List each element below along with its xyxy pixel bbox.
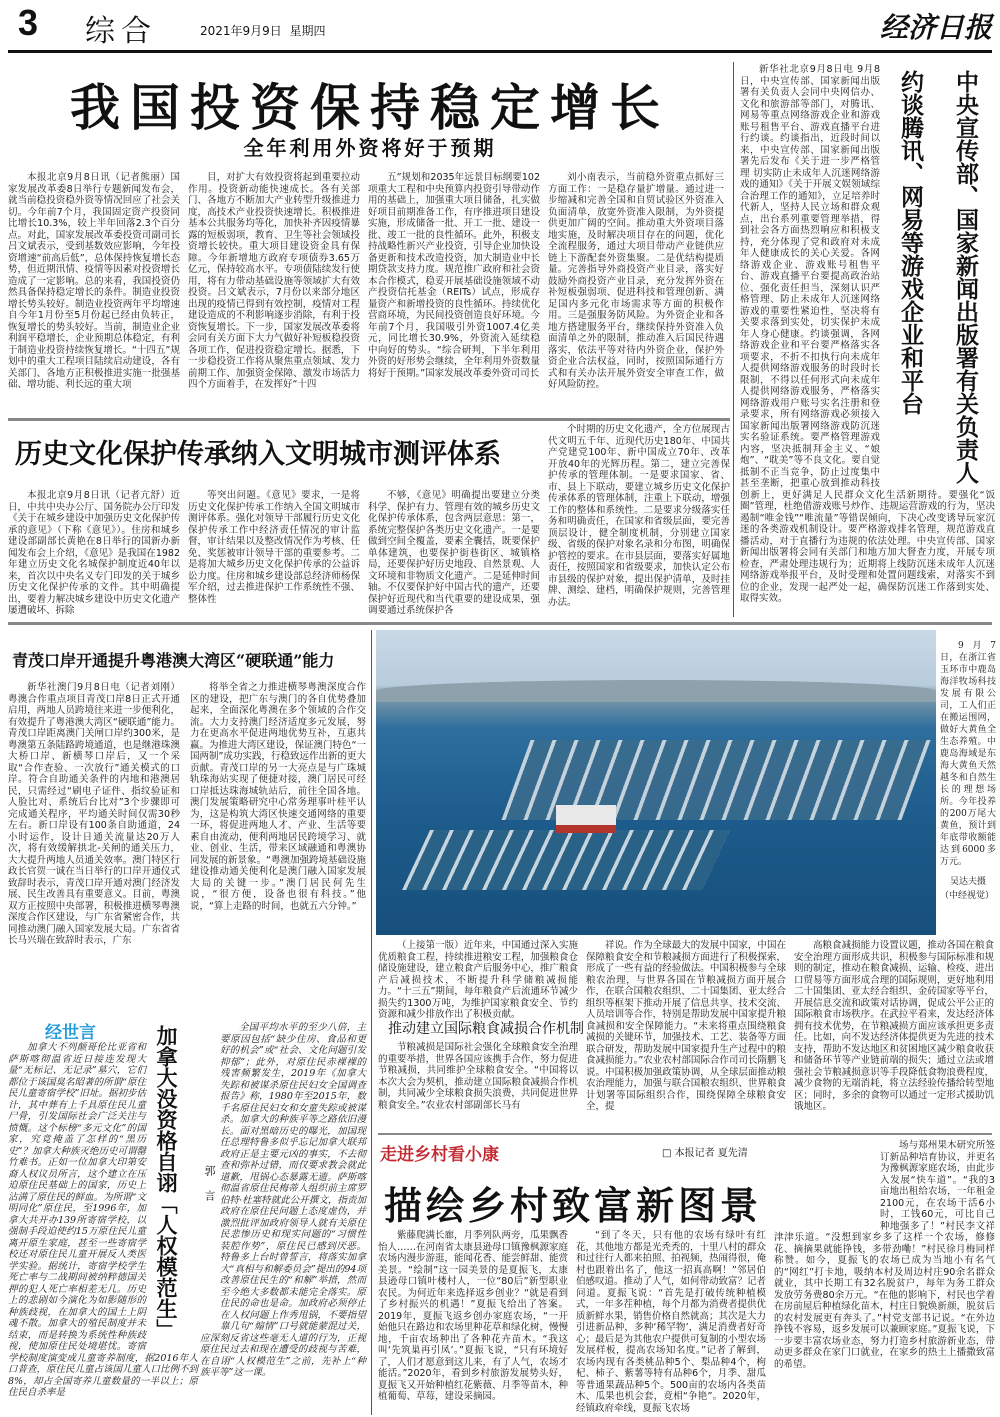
masthead-rule — [8, 50, 992, 53]
censorship-body: 新华社北京9月8日电 9月8日，中央宣传部、国家新闻出版署有关负责人会同中央网信办、文化和旅游部等部门，对腾讯、网易等重点网络游戏企业和游戏账号租售平台、游戏直播平台进行约谈。约谈指出，近段时间以来，中央宣传部、国家新闻出版署先后发布《关于进一步严格管理 切实防止未成年人沉迷网络游戏的通知》《关于开展文娱领域综合治理工作的通知》，立足培养时代新人，坚持人民立场和群众观点，出台系列重要管理举措，得到社会各方面热烈响应和积极支持，充分体现了党和政府对未成年人健康成长的关心关爱。各网络游戏企业、游戏账号租售平台、游戏直播平台要提高政治站位、强化责任担当，深刻认识严格管理、防止未成年人沉迷网络游戏的重要性紧迫性，坚决将有关要求落到实处，切实保护未成年人身心健康。约谈强调，各网络游戏企业和平台要严格落实各项要求，不折不扣执行向未成年人提供网络游戏服务的时段时长限制，不得以任何形式向未成年人提供网络游戏服务，严格落实网络游戏用户账号实名注册和登录要求，所有网络游戏必须接入国家新闻出版署网络游戏防沉迷实名验证系统。要严格管理游戏内容，坚决抵制拜金主义、“娘炮”、“耽美”等不良文化。要自觉抵制不正当竞争，防止过度集中甚至垄断，把重心放到推动科技创新上，更好满足人民群众文化生活新期待。要强化“饭圈”管理，杜绝借游戏账号炒作、违规运营游戏的行为，坚决遏制“唯金钱”“唯流量”等错误倾向，下决心改变诱导玩家沉迷的各类游戏机制设计。要严格游戏排名管理，规范游戏直播活动，对于直播行为违规的依法处理。中央宣传部、国家新闻出版署将会同有关部门和地方加大督查力度，开展专项检查，严肃处理违规行为；近期将上线防沉迷未成年人沉迷网络游戏举报平台，及时受理和处置问题线索，对落实不到位的企业，发现一起严处一起，确保防沉迷工作落到实处、取得实效。 — [740, 64, 995, 604]
photo-caption: 9月7日，在浙江省玉环市中鹿岛海洋牧场科技发展有限公司，工人们正在搬运围网，做好大黄鱼全生态养殖。中鹿岛海域是东海大黄鱼天然越冬和自然生长的理想场所。今年投养的200万尾大黄鱼，预计到年底带收额能达到6000多万元。 — [940, 641, 996, 867]
rural-headline: 描绘乡村致富新图景 — [383, 1183, 762, 1228]
commentary-headline: 加拿大没资格自诩「人权模范生」 — [154, 1025, 178, 1340]
food-col-2: 节粮减损是国际社会强化全球粮食安全治理的重要举措，世界各国应该携手合作，努力促进节粮减损，共同维护全球粮食安全。“中国将以本次大会为契机，推动建立国际粮食减损合作机制，共同减少全球粮食损失浪费，共同促进世界粮食安全。”农业农村部副部长马有 — [378, 1042, 578, 1111]
censorship-headline-line-1: 中央宣传部、国家新闻出版署有关负责人 — [952, 70, 979, 484]
investment-col-2: 目，对扩大有效投资将起到重要拉动作用。投资新动能快速成长。各有关部门、各地方不断加大产业转型升级推进力度，高技术产业投资快速增长。积极推进基本公共服务均等化，加快补齐因疫情暴露的短板弱项，教育、卫生等社会领域投资增长较快。重大项目建设资金具有保障。今年新增地方政府专项债券3.65万亿元，保持较高水平。专项债陆续发行使用，将有力带动基础设施等领域扩大有效投资。吕文斌表示，7月份以来部分地区出现的疫情已得到有效控制，疫情对工程建设造成的不利影响逐步消除，有利于投资恢复增长。下一步，国家发展改革委将会同有关方面下大力气做好补短板稳投资各项工作，促进投资稳定增长。据悉，下一步稳投资工作将从聚焦重点领域、发力前期工作、加强资金保障、激发市场活力四个方面着手，在发挥好“十四 — [188, 172, 360, 390]
section-divider — [8, 418, 730, 421]
heritage-col-1: 本报北京9月8日讯（记者亢舒）近日，中共中央办公厅、国务院办公厅印发《关于在城乡建设中加强历史文化保护传承的意见》（下称《意见》）。住房和城乡建设部副部长黄艳在8日举行的国新办新闻发布会上介绍，《意见》是我国在1982年建立历史文化名城保护制度近40年以来，首次以中央名义专门印发的关于城乡历史文化保护传承的文件。其中明确提出，要着力解决城乡建设中历史文化遗产屡遭破坏、拆除 — [8, 490, 180, 616]
heritage-headline: 历史文化保护传承纳入文明城市测评体系 — [15, 439, 501, 470]
food-col-3: 祥说。作为全球最大的发展中国家，中国在保障粮食安全和节粮减损方面进行了积极探索，形成了一些有益的经验做法。中国积极参与全球粮农治理，与世界各国在节粮减损方面开展合作，在联合国粮农组织、二十国集团、亚太经合组织等框架下推动开展了信息共享、技术交流、人员培训等合作，特别是帮助发展中国家提升粮食减损和安全保障能力。“未来将重点围绕粮食减损的关键环节，加强技术、工艺、装备等方面联合研发，帮助发展中国家提升生产过程中的粮食减损能力。”农业农村部国际合作司司长隋鹏飞说。中国积极加强政策协调，从全球层面推动粮农治理能力，加强与联合国粮农组织、世界粮食计划署等国际组织合作，围绕保障全球粮食安全，提 — [586, 940, 786, 1112]
heritage-col-3: 不够，《意见》明确提出要建立分类科学、保护有力、管理有效的城乡历史文化保护传承体系，包含两层意思：第一，系统完整保护各类历史文化遗产。一是要做到空间全覆盖，要素全囊括，既要保护单体建筑，也要保护街巷街区、城镇格局，还要保护好历史地段、自然景观、人文环境和非物质文化遗产。二是延伸时间轴。不仅要保护好中国古代的遗产，还要保护好近现代和当代重要的建设成果，强调要通过系统保护各 — [368, 490, 540, 616]
rural-column-label: 走进乡村看小康 — [380, 1145, 499, 1165]
section-divider — [378, 1133, 992, 1135]
rural-byline: □ 本报记者 夏先清 — [662, 1148, 748, 1159]
port-col-1: 新华社澳门9月8日电（记者刘刚）粤澳合作重点项目青茂口岸8日正式开通启用，两地人员跨境往来进一步便利化，有效提升了粤港澳大湾区“硬联通”能力。青茂口岸距离澳门关闸口岸约300米，是粤澳第五条陆路跨境通道，也是继港珠澳大桥口岸、新横琴口岸后，又一个采取“合作查验、一次放行”通关模式的口岸。符合自助通关条件的内地和港澳居民，只需经过“刷电子证件、指纹验证和人脸比对、系统后台比对”3个步骤即可完成通关程序，平均通关时间仅需30秒左右。新口岸设有100条自助通道，24小时运作，设计日通关流量达20万人次，将有效缓解拱北-关闸的通关压力，大大提升两地人员通关效率。澳门特区行政长官贺一诚在当日举行的口岸开通仪式致辞时表示，青茂口岸开通对澳门经济发展、民生改善具有重要意义。目前，粤澳双方正按照中央部署，积极推进横琴粤澳深度合作区建设，与广东省紧密合作，共同推动澳门融入国家发展大局。广东省省长马兴瑞在致辞时表示，广东 — [8, 682, 180, 946]
investment-col-1: 本报北京9月8日讯（记者熊丽）国家发展改革委8日举行专题新闻发布会，就当前稳投资稳外资等情况回应了社会关切。今年前7个月，我国固定资产投资同比增长10.3%，较上半年回落2.3个百分点。对此，国家发展改革委投资司副司长吕文斌表示，受到基数效应影响，今年投资增速“前高后低”，总体保持恢复增长态势，但近期汛情、疫情等因素对投资增长造成了一定影响。总的来看，我国投资仍然具备保持稳定增长的条件。制造业投资增长势头较好。制造业投资两年平均增速自今年1月份至5月份起已经由负转正，恢复增长的势头较好。当前，制造业企业利润平稳增长，企业预期总体稳定，有利于制造业投资持续恢复增长。“十四五”规划中的重大工程项目陆续启动建设，各有关部门、各地方正积极推进实施一批强基础、增功能、利长远的重大项 — [8, 172, 180, 390]
commentary-col-1: 加拿大不列颠哥伦比亚省和萨斯喀彻温省近日接连发现大量“无标记、无记录”墓穴，它们都位于该国臭名昭著的所谓“原住民儿童寄宿学校”旧址。据初步估计，其中葬有上千具原住民儿童尸骨，引发国际社会广泛关注与愤慨。这个标榜“多元文化”的国家，究竟掩盖了怎样的“黑历史”？加拿大种族灭绝历史可谓罄竹难书。正如一位加拿大印第安裔人权议员所言，这个建立在压迫原住民基础上的国家，历史上沾满了原住民的鲜血。为所谓“文明同化”原住民，至1996年，加拿大共开办139所寄宿学校，以强制手段迫使约15万原住民儿童离开原生家庭，甚至一些寄宿学校还对原住民儿童开展反人类医学实验。据统计，寄宿学校学生死亡率与二战期间被纳粹德国关押的犯人死亡率相差无几。历史上的悲剧如今演化为如影随形的种族歧视，在加拿大的国土上阴魂不散。加拿大的殖民制度并未结束，而是转换为系统性种族歧视，使加原住民处境堪忧。寄宿学校制度演变成儿童寄养制度，据2016年人口普查，原住民儿童占该国儿童人口比例不到8%，却占全国寄养儿童数量的一半以上；原住民自杀率是 — [8, 1042, 199, 1398]
investment-subhead: 全年利用外资将好于预期 — [243, 136, 497, 160]
issue-date: 2021年9月9日 星期四 — [200, 24, 326, 38]
headline-space — [774, 1140, 880, 1228]
column-divider — [371, 630, 372, 1415]
newspaper-logo: 经济日报 — [879, 11, 992, 44]
heritage-col-2: 等突出问题。《意见》要求，一是将历史文化保护传承工作纳入全国文明城市测评体系。强化对领导干部履行历史文化保护传承工作中经济责任情况的审计监督，审计结果以及整改情况作为考核、任免、奖惩被审计领导干部的重要参考。二是将加大城乡历史文化保护传承的公益诉讼力度。住房和城乡建设部总经济师杨保军介绍，过去推进保护工作系统性不强、整体性 — [188, 490, 360, 605]
commentary-column-label: 经世言 — [45, 1023, 96, 1043]
port-headline: 青茂口岸开通提升粤港澳大湾区“硬联通”能力 — [12, 651, 335, 670]
boat — [556, 805, 616, 833]
heritage-col-4: 个时期的历史文化遗产，全方位展现古代文明五千年、近现代历史180年、中国共产党建党100年、新中国成立70年、改革开放40年的光辉历程。第二，建立完善保护传承的管理体制。一是要求国家、省、市、县上下联动，要建立城乡历史文化保护传承体系的管理体制，注重上下联动，增强工作的整体和系统性。二是要求分级落实任务和明确责任，在国家和省级层面，要完善顶层设计，健全制度机制，分别建立国家级、省级的保护对象名录和分布图，明确保护管控的要求。在市县层面，要落实好属地责任，按照国家和省级要求，加快认定公布市县级的保护对象，提出保护清单，及时挂牌、测绘、建档，明确保护规则，完善管理办法。 — [548, 424, 730, 608]
rural-col-3: 场与郑州果木研究所签订新品种培育协议，并更名为豫枫源家庭农场，由此步入发展“快车道”。“我的3亩地出租给农场，一年租金2100元，在农场干活6小时，工钱60元，可比自己种地强多了！”村民李文祥津津乐道。“没想到家乡多了这样一个农场，修修花、摘摘果就能挣钱，多带劲嘞！”村民徐月梅同样称赞。如今，夏振飞的农场已成为当地小有名气的“网红”打卡地，吸纳本村及周边村庄90余名群众就业，其中长期工有32名脱贫户，每年为务工群众发放劳务费80余万元。“在他的影响下，村民也学着在房前屋后种植绿化苗木，村庄日貌焕新颜，脱贫后的农村发展更有奔头了。”村党支部书记说。“在外边挣钱不容易，返乡发展可以兼顾家庭。”夏振飞说，下一步要丰富农场业态，努力打造乡村旅游新业态，带动更多群众在家门口就业，在家乡的热土上播撒致富的希望。 — [774, 1140, 995, 1370]
censorship-headline-line-2: 约谈腾讯、网易等游戏企业和平台 — [897, 70, 924, 415]
food-col-1: （上接第一版）近年来，中国通过深入实施优质粮食工程，持续推进粮安工程，加强粮食仓储设施建设，建立粮食产后服务中心，推广粮食产后减损技术，不断提升科学储粮减损能力。“十三五”期间，每年粮食产后流通环节减少损失约1300万吨，为维护国家粮食安全、节约资源和减少排放作出了积极贡献。 — [378, 940, 578, 1020]
commentary-author: 郭言 — [203, 1165, 216, 1215]
investment-headline: 我国投资保持稳定增长 — [70, 79, 670, 137]
section-name: 综合 — [85, 14, 157, 49]
photo-credit: 吴达夫摄 — [950, 877, 987, 887]
distant-island — [376, 680, 936, 702]
investment-col-3: 五”规划和2035年远景目标纲要102项重大工程和中央预算内投资引导带动作用的基础上，加强重大项目储备，扎实做好项目前期准备工作，有序推进项目建设实施，形成储备一批、开工一批、建设一批、竣工一批的良性循环。此外，积极支持战略性新兴产业投资，引导企业加快设备更新和技术改造投资，加大制造业中长期贷款支持力度。规范推广政府和社会资本合作模式，稳妥开展基础设施领域不动产投资信托基金（REITs）试点，形成存量资产和新增投资的良性循环。持续优化营商环境，为民间投资创造良好环境。今年前7个月，我国吸引外资1007.4亿美元，同比增长30.9%，外资流入延续稳中向好的势头。“综合研判，下半年利用外资的好形势会继续，全年利用外资数量将好于预期。”国家发展改革委外资司司长 — [368, 172, 540, 379]
fish-farm-photo — [376, 630, 936, 935]
section-divider — [8, 622, 992, 625]
food-col-4: 高粮食减损能力设置议题，推动各国在粮食安全治理方面形成共识，积极参与国际标准和规则的制定，推动在粮食减损、运输、检疫、进出口贸易等方面形成合理的国际规则，更好地利用二十国集团、亚太经合组织、金砖国家等平台，开展信息交流和政策对话协调，促成公平公正的国际粮食市场秩序。在武拉平看来，发达经济体拥有技术优势，在节粮减损方面应该承担更多责任。比如，向不发达经济体提供更为先进的技术支持，帮助不发达地区和贫困地区减少粮食收获和储备环节等产业链前端的损失；通过立法或增强社会节粮减损意识等手段降低食物浪费程度，减少食物的无端消耗，将立法经验传播给转型地区；同时，多余的食物可以通过一定形式援助饥饿地区。 — [794, 940, 994, 1112]
page-number: 3 — [18, 2, 39, 43]
investment-col-4: 刘小南表示，当前稳外资重点抓好三方面工作：一是稳存量扩增量。通过进一步缩减和完善全国和自贸试验区外资准入负面清单，放宽外资准入限制，为外资提供更加广阔的空间。推动重大外资项目落地实施，及时解决项目存在的问题，优化全流程服务，通过大项目带动产业链供应链上下游配套外资集聚。二是优结构提质量。完善指导外商投资产业目录，落实好鼓励外商投资产业目录，充分发挥外资在补短板强弱项、促进科技和管理创新、满足国内多元化市场需求等方面的积极作用。三是强服务防风险。为外资企业和各地方搭建服务平台，继续保持外资准入负面清单之外的限制，推动准入后国民待遇落实，依法平等对待内外资企业，保护外资企业合法权益，同时，按照国际通行方式和有关办法开展外资安全审查工作，做好风险防控。 — [548, 172, 724, 390]
photo-agency: （中经视觉） — [940, 891, 995, 901]
rural-col-1: 紫藤爬满长廊，月季列队两旁，瓜果飘香怡人……在河南省太康县逊母口镇豫枫源家庭农场内漫步游逛，能闻花香、能尝鲜甜、能赏美景。“绘制”这一园美景的是夏振飞，太康县逊母口镇叶楼村人，一位“80后”新型职业农民。为何近年来选择返乡创业？“就是看到了乡村振兴的机遇！”夏振飞给出了答案。2019年，夏振飞返乡创办家庭农场，“一开始他只在路边和农场里种花草和绿化树，慢慢地，千亩农场种出了各种花卉苗木。“我这叫‘先筑巢再引凤’。”夏振飞说，“只有环境好了，人们才愿意到这儿来，有了人气，农场才能活。”2020年，看到乡村旅游发展势头好，夏振飞又开始种植红花紫薇、月季等苗木，种植葡萄、草莓，建设采摘园。 — [378, 1230, 569, 1402]
rural-col-2: “到了冬天，只有他的农场有绿叶有红花，其他地方都是光秃秃的，十里八村的群众和过往行人都来拍照、拍视频，热闹得很，俺村也跟着出名了，他这一招真高啊！”邻居伯伯感叹道。推动了人气，如何带动致富？记者问道。夏振飞说：“首先是打破传统种植模式，一年多茬种植，每个月都为消费者提供优质新鲜水果，销售价格自然就高；其次是大力引进新品种，多种‘稀罕物’，满足消费者好奇心；最后是为其他农户提供可复制的小型农场发展样板，提高农场知名度。”记者了解到，农场内现有各类桃品种5个、梨品种4个，枸杞、柿子、紫薯等特有品种6个，月季、甜瓜等普通果蔬品种5个。500亩的农场内各类苗木、瓜果也机会套，竟相“争艳”。2020年，经镇政府牵线，夏振飞农场 — [576, 1230, 767, 1414]
port-col-2: 将举全省之力推进横琴粤澳深度合作区的建设，把广东与澳门的各自优势叠加起来，全面深化粤澳在多个领域的合作交流。大力支持澳门经济适度多元发展，努力在更高水平促进两地优势互补，互惠共赢。为推进大湾区建设，保证澳门特色“一国两制”成功实践，行稳致远作出新的更大贡献。青茂口岸的另一大亮点是与广珠城轨珠海站实现了便捷对接，澳门居民可经口岸抵达珠海城轨站后，前往全国各地。澳门发展策略研究中心常务理事叶桂平认为，这是构筑大湾区快速交通网络的重要一环，将促进两地人才、产业、生活等要素自由流动，便利两地居民跨境学习、就业、创业、生活，带来区域融通和粤澳协同发展的新景象。“粤澳加强跨境基础设施建设推动通关便利化是澳门融入国家发展大局的关键一步。”澳门居民何先生说，“很方便，设备也很有科技。”他说，“算上走路的时间，也就五六分钟。” — [190, 682, 366, 912]
column-divider — [733, 62, 734, 617]
masthead — [0, 0, 1000, 50]
fish-pens — [402, 830, 730, 890]
food-subhead: 推动建立国际粮食减损合作机制 — [388, 1021, 584, 1037]
commentary-col-2: 全国平均水平的至少八倍，主要原因包括“缺少住房、食品和更好的机会”或“社会、文化问题引发抑郁”；此外，对原住民赤裸裸的残害频繁发生，2019年《加拿大失踪和被谋杀原住民妇女全国调查报告》称，1980年至2015年，数千名原住民妇女和女童失踪或被谋杀。加拿大的种族平等之路依旧漫长。面对黑暗历史的曝光，加国现任总理特鲁多似乎忘记加拿大联邦政府正是主要元凶的事实，不去彻查和弥补过错，而仅要求教会就此道歉，甩锅心态暴露无遗。萨斯喀彻温省原住民梅蒂人组织前主席罗伯特·杜塞特就此公开撰文，指责加政府在原住民问题上态度虚伪，并激烈批评加政府领导人就有关原住民悲惨历史和现实问题的“习惯性装腔作势”，原住民已感到厌恶。特鲁多上台时曾誓言，将落实加拿大“真相与和解委员会”提出的94项改善原住民生的“和解”举措，然而至今绝大多数都未能完全落实。原住民的命也是命。加政府必须停止在人权问题上作秀甩锅，不要指望靠几句“煽情”口号就能蒙混过关，应深刻反省这些毫无人道的行为，正视原住民过去和现在遭受的歧视与苦难，在自诩“人权模范生”之前，先补上“种族平等”这一课。 — [200, 1022, 366, 1378]
